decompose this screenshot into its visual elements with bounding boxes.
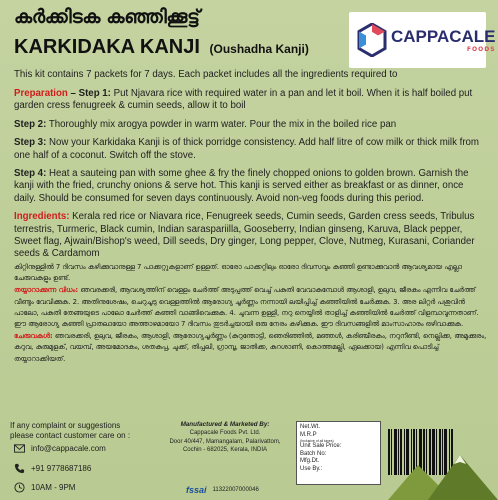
phone-icon	[14, 463, 25, 474]
brand-logo	[349, 12, 496, 68]
fssai-license	[186, 485, 259, 495]
mfg-date-label: Mfg.Dt.	[300, 458, 320, 465]
mfg-address-2: Cochin - 682025, Kerala, INDIA	[182, 446, 268, 453]
clock-icon	[14, 482, 25, 493]
mfg-address-1: Door 40/447, Mamangalam, Palarivattom,	[169, 438, 281, 445]
mfg-heading: Manufactured & Marketed By:	[180, 421, 270, 428]
hours-text: 10AM - 9PM	[31, 483, 76, 492]
batch-info-panel	[296, 421, 381, 485]
title-english-text: KARKIDAKA KANJI	[14, 36, 200, 58]
step-3-text: Now your Karkidaka Kanji is of thick porridge consistency. Add half litre of cow milk or thick milk from one half of a coconut. Switch off the stove.	[14, 137, 479, 161]
mal-ingredients-text: ഞവരക്കരി, ഉലുവ, ജീരകം, ആശാളി, ആരോഗ്യചൂർണ്ണം (കുറുന്തോട്ടി, ഞെരിഞ്ഞിൽ, മഞ്ഞൾ, കരിഞ്ചീരകം, നറുനീണ്ടി, നെല്ലിക്ക, അമുക്കുരം, കറുവ, കുരുമുളക്, വയമ്പ്, അയമോദകം, ശതകുപ്പ, ചുക്ക്, തിപ്പലി, ഗ്രാമ്പൂ, ജാതിക്ക, കുറശാണി, കൊത്തമല്ലി, ഏലക്കായ) എന്നിവ പൊടിച്ച് തയ്യാറാക്കിയത്.	[14, 332, 487, 363]
mal-ingredients	[14, 331, 488, 365]
brand-tagline: FOODS	[466, 46, 496, 53]
english-instructions	[14, 69, 488, 267]
fssai-number: 11322007000046	[212, 487, 259, 493]
customer-care-note	[10, 421, 130, 441]
email-text: info@cappacale.com	[31, 444, 106, 453]
ingredients	[14, 211, 488, 260]
step-4	[14, 168, 488, 205]
title-malayalam: കർക്കിടക കഞ്ഞിക്കൂട്ട്	[14, 6, 200, 28]
contact-phone	[14, 463, 91, 474]
title-english	[14, 36, 309, 59]
prep-label: Preparation	[14, 87, 68, 99]
mal-prep-text: ഞവരക്കരി, ആവശ്യത്തിന് വെള്ളം ചേർത്ത് അടുപ്പത്ത് വെച്ച് പകുതി വേവാകുമ്പോൾ ആശാളി, ഉലുവ, ജീരകം എന്നിവ ചേർത്ത് വീണ്ടും വേവിക്കുക. 2. അതിനുശേഷം, ചെറുചൂടു വെള്ളത്തിൽ ആരോഗ്യ ചൂർണ്ണം നന്നായി ലയിപ്പിച്ച് കഞ്ഞിയിൽ ചേർക്കുക. 3. അര ലിറ്റർ പശുവിൻ പാലോ, പകുതി തേങ്ങയുടെ പാലോ ചേർത്ത് കഞ്ഞി വാങ്ങിവെക്കുക. 4. ചുവന്ന ഉള്ളി, നറു നെയ്യിൽ താളിച്ച് കഞ്ഞിയിൽ ചേർത്ത് വിളമ്പാവുന്നതാണ്. ഈ ആരോഗ്യ കഞ്ഞി പ്രാതലായോ അത്താഴമായോ 7 ദിവസം തുടർച്ചയായി ഒരു നേരം കഴിക്കുക. ഈ ദിവസങ്ങളിൽ മാംസാഹാരം ഒഴിവാക്കുക.	[14, 286, 479, 329]
hexagon-logo-icon	[357, 23, 387, 57]
ingredients-label: Ingredients:	[14, 211, 70, 223]
intro-line: This kit contains 7 packets for 7 days. Each packet includes all the ingredients required to	[14, 69, 398, 80]
step-4-label: Step 4:	[14, 168, 47, 180]
step-1-text: Put Njavara rice with required water in a pan and let it boil. When it is half boiled put garden cress fenugreek & cumin seeds, allow it to boil	[14, 87, 473, 111]
step-2-label: Step 2:	[14, 118, 47, 130]
batch-label: Batch No:	[300, 450, 327, 457]
brand-text	[387, 27, 496, 53]
step-2	[14, 119, 488, 131]
step-3-label: Step 3:	[14, 137, 47, 149]
mrp-note: (Inclusive of all taxes)	[300, 439, 334, 444]
step-4-text: Heat a sauteing pan with some ghee & fry the finely chopped onions to golden brown. Garnish the kanji with the fried, crunchy onions & serve hot. This kanji is served either as breakfast or as dinner, once daily. Should be consumed for seven days continuously. Avoid non-veg foods during this period.	[14, 168, 469, 204]
query-line-1: If any complaint or suggestions	[10, 421, 121, 430]
intro-text	[14, 69, 488, 81]
step-1-label: – Step 1:	[67, 87, 111, 99]
brand-name: CAPPACALE	[391, 27, 496, 46]
contact-hours	[14, 482, 75, 493]
mal-ingredients-label: ചേരുവകൾ:	[14, 332, 53, 341]
mrp-label: M.R.P	[300, 431, 317, 438]
manufacturer-info	[160, 421, 290, 454]
ingredients-text: Kerala red rice or Niavara rice, Fenugreek seeds, Cumin seeds, Garden cress seeds, Tribulus terrestris, Turmeric, Black cumin, Indian saraspariilla, Gooseberry, Indian ginseng, Karuva, Black pepper, Sweet flag, Ajwain/Bishop's weed, Dill seeds, Dry ginger, Long pepper, Clove, Nutmeg, Kurasani, Coriander seeds & Cardamom	[14, 211, 475, 259]
step-1	[14, 88, 488, 112]
phone-text: +91 9778687186	[31, 464, 92, 473]
contact-email	[14, 443, 106, 454]
query-line-2: please contact customer care on :	[10, 431, 131, 440]
malayalam-instructions	[14, 262, 488, 366]
mal-intro: കിറ്റിനുള്ളിൽ 7 ദിവസം കഴിക്കുവാനുള്ള 7 പാക്കറ്റുകളാണ് ഉള്ളത്. ഓരോ പാക്കറ്റിലും ഓരോ ദിവസവും കഞ്ഞി ഉണ്ടാക്കുവാൻ ആവശ്യമായ എല്ലാ ചേരുവകളും ഉണ്ട്.	[14, 263, 462, 283]
mal-prep	[14, 285, 488, 330]
mal-prep-label: തയ്യാറാക്കുന്ന വിധം:	[14, 286, 79, 295]
step-2-text: Thoroughly mix arogya powder in warm water. Pour the mix in the boiled rice pan	[46, 118, 397, 130]
subtitle-english: (Oushadha Kanji)	[209, 42, 309, 56]
net-wt-label: Net.Wt.	[300, 424, 321, 430]
mountain-decoration-icon	[388, 447, 498, 500]
email-icon	[14, 443, 25, 454]
step-3	[14, 137, 488, 161]
unit-price-label: Unit Sale Price:	[300, 443, 342, 450]
mfg-name: Cappacale Foods Pvt. Ltd.	[189, 430, 261, 437]
footer	[0, 417, 498, 500]
fssai-logo: fssai	[186, 485, 207, 495]
use-by-label: Use By.:	[300, 465, 323, 472]
